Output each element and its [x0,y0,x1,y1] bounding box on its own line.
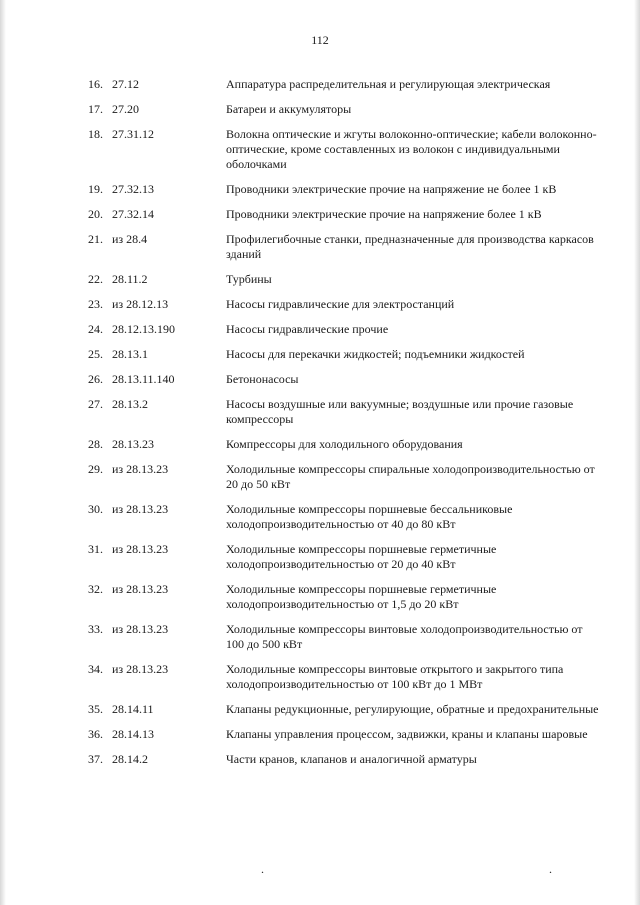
entry-description: Бетононасосы [226,372,299,386]
list-item [88,207,608,222]
entry-code: 27.31.12 [112,127,154,141]
list-item [88,582,608,612]
entry-number: 21. [88,232,103,246]
entry-number: 25. [88,347,103,361]
entry-number: 33. [88,622,103,636]
list-item [88,77,608,92]
entry-description: Батареи и аккумуляторы [226,102,352,116]
entry-code: из 28.13.23 [112,502,169,516]
entry-description: Проводники электрические прочие на напряжение более 1 кВ [226,207,542,221]
entry-number: 22. [88,272,103,286]
entry-code: 28.14.13 [112,727,154,741]
entry-description: Проводники электрические прочие на напряжение не более 1 кВ [226,182,557,196]
footer-mark: . [549,862,552,876]
list-item [88,127,608,172]
list-item [88,102,608,117]
entry-description: Насосы для перекачки жидкостей; подъемники жидкостей [226,347,525,361]
entry-code: 27.20 [112,102,139,116]
list-item [88,322,608,337]
entry-number: 30. [88,502,103,516]
entry-description: Волокна оптические и жгуты волоконно-оптические; кабели волоконно-оптические, кроме составленных из волокон с индивидуальными оболочками [226,127,597,171]
page-number: 112 [311,33,329,47]
list-item [88,372,608,387]
list-item [88,502,608,532]
entry-code: из 28.13.23 [112,582,169,596]
list-item [88,437,608,452]
entry-description: Холодильные компрессоры винтовые открытого и закрытого типа холодопроизводительностью от 100 кВт до 1 МВт [226,662,564,691]
list-item [88,272,608,287]
entry-code: 27.32.14 [112,207,154,221]
entry-code: 28.14.11 [112,702,154,716]
entry-number: 34. [88,662,103,676]
entry-number: 28. [88,437,103,451]
entry-code: из 28.12.13 [112,297,169,311]
entry-description: Холодильные компрессоры винтовые холодопроизводительностью от 100 до 500 кВт [226,622,583,651]
entry-code: 27.12 [112,77,139,91]
list-item [88,462,608,492]
entry-code: 28.13.1 [112,347,148,361]
entry-code: из 28.13.23 [112,622,169,636]
entry-number: 24. [88,322,103,336]
entry-description: Профилегибочные станки, предназначенные для производства каркасов зданий [226,232,594,261]
entry-number: 17. [88,102,103,116]
page-edge-right [634,0,640,905]
list-item [88,752,608,767]
list-item [88,397,608,427]
entry-number: 19. [88,182,103,196]
entry-code: 28.13.23 [112,437,154,451]
list-item [88,347,608,362]
entry-code: 28.13.11.140 [112,372,175,386]
entry-number: 23. [88,297,103,311]
entry-number: 36. [88,727,103,741]
entry-number: 26. [88,372,103,386]
entry-number: 20. [88,207,103,221]
entry-number: 35. [88,702,103,716]
entry-code: 28.12.13.190 [112,322,175,336]
entry-description: Аппаратура распределительная и регулирующая электрическая [226,77,551,91]
list-item [88,232,608,262]
entry-code: 27.32.13 [112,182,154,196]
entry-description: Турбины [226,272,272,286]
entry-description: Холодильные компрессоры поршневые бессальниковые холодопроизводительностью от 40 до 80 кВт [226,502,513,531]
list-item [88,702,608,717]
entry-code: 28.14.2 [112,752,148,766]
entry-code: из 28.13.23 [112,542,169,556]
footer-mark: . [261,862,264,876]
entry-description: Насосы гидравлические прочие [226,322,389,336]
entry-description: Клапаны редукционные, регулирующие, обратные и предохранительные [226,702,599,716]
entry-number: 27. [88,397,103,411]
entry-description: Насосы воздушные или вакуумные; воздушные или прочие газовые компрессоры [226,397,574,426]
entry-code: из 28.4 [112,232,148,246]
entry-number: 16. [88,77,103,91]
entry-number: 18. [88,127,103,141]
list-item [88,622,608,652]
entry-description: Части кранов, клапанов и аналогичной арматуры [226,752,477,766]
entry-description: Клапаны управления процессом, задвижки, краны и клапаны шаровые [226,727,588,741]
list-item [88,727,608,742]
entry-description: Насосы гидравлические для электростанций [226,297,455,311]
entry-number: 31. [88,542,103,556]
list-item [88,182,608,197]
entry-number: 32. [88,582,103,596]
entry-description: Холодильные компрессоры поршневые герметичные холодопроизводительностью от 20 до 40 кВт [226,542,497,571]
entry-description: Холодильные компрессоры поршневые герметичные холодопроизводительностью от 1,5 до 20 кВт [226,582,497,611]
list-item [88,297,608,312]
list-item [88,662,608,692]
entry-code: 28.13.2 [112,397,148,411]
entry-code: 28.11.2 [112,272,148,286]
entry-code: из 28.13.23 [112,662,169,676]
entry-number: 29. [88,462,103,476]
entry-list [88,77,608,777]
page-edge-left [0,0,6,905]
list-item [88,542,608,572]
entry-description: Компрессоры для холодильного оборудования [226,437,463,451]
entry-description: Холодильные компрессоры спиральные холодопроизводительностью от 20 до 50 кВт [226,462,595,491]
entry-code: из 28.13.23 [112,462,169,476]
entry-number: 37. [88,752,103,766]
